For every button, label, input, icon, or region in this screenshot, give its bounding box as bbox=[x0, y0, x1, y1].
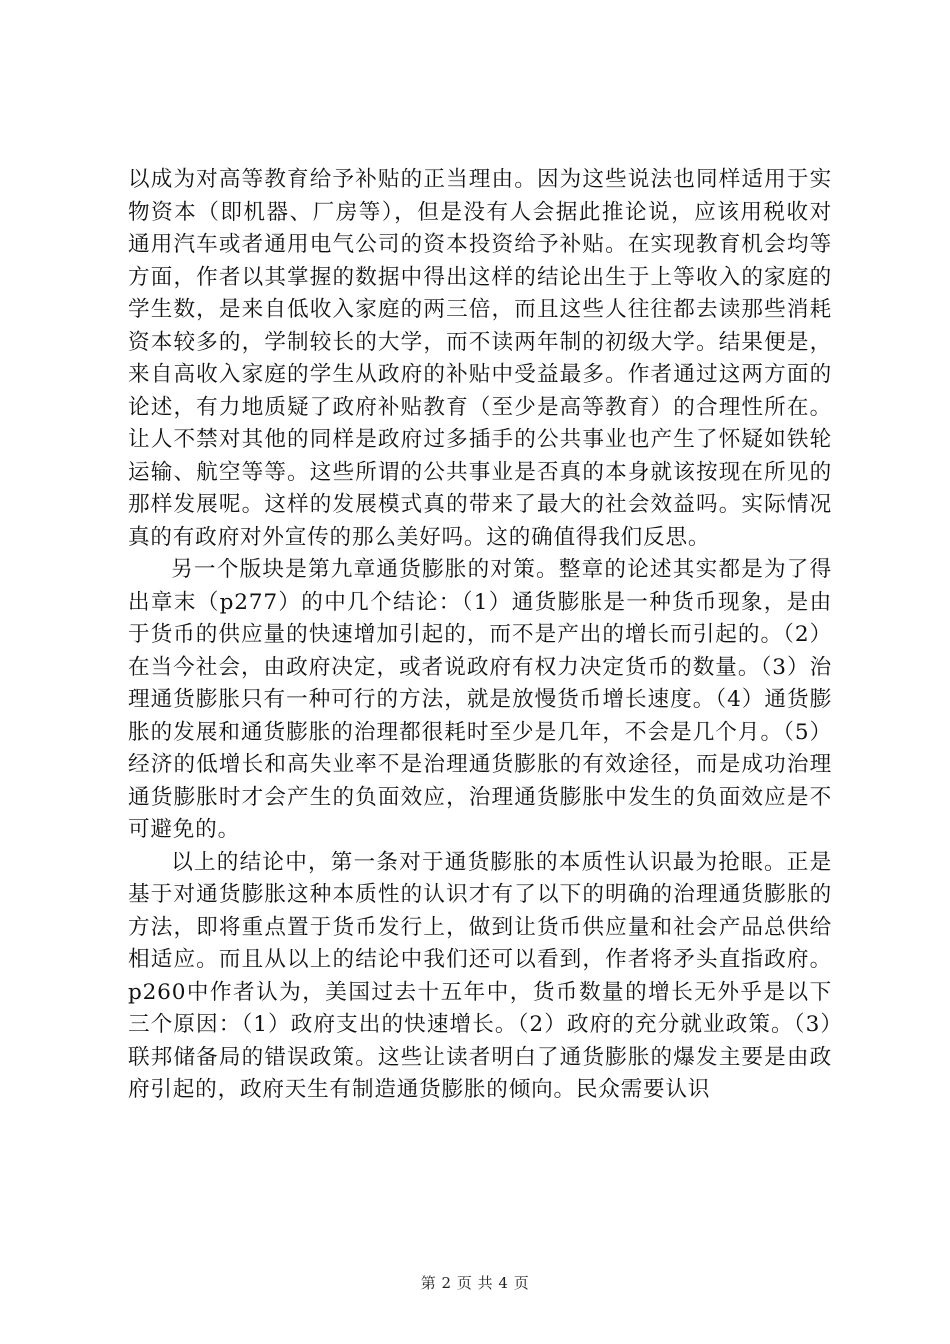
paragraph-1: 以成为对高等教育给予补贴的正当理由。因为这些说法也同样适用于实物资本（即机器、厂房等），但是没有人会据此推论说，应该用税收对通用汽车或者通用电气公司的资本投资给予补贴。在实现教育机会均等方面，作者以其掌握的数据中得出这样的结论出生于上等收入的家庭的学生数，是来自低收入家庭的两三倍，而且这些人往往都去读那些消耗资本较多的，学制较长的大学，而不读两年制的初级大学。结果便是，来自高收入家庭的学生从政府的补贴中受益最多。作者通过这两方面的论述，有力地质疑了政府补贴教育（至少是高等教育）的合理性所在。让人不禁对其他的同样是政府过多插手的公共事业也产生了怀疑如铁轮运输、航空等等。这些所谓的公共事业是否真的本身就该按现在所见的那样发展呢。这样的发展模式真的带来了最大的社会效益吗。实际情况真的有政府对外宣传的那么美好吗。这的确值得我们反思。 bbox=[128, 167, 832, 550]
paragraph-3: 以上的结论中，第一条对于通货膨胀的本质性认识最为抢眼。正是基于对通货膨胀这种本质性的认识才有了以下的明确的治理通货膨胀的方法，即将重点置于货币发行上，做到让货币供应量和社会产品总供给相适应。而且从以上的结论中我们还可以看到，作者将矛头直指政府。p260中作者认为，美国过去十五年中，货币数量的增长无外乎是以下三个原因：（1）政府支出的快速增长。（2）政府的充分就业政策。（3）联邦储备局的错误政策。这些让读者明白了通货膨胀的爆发主要是由政府引起的，政府天生有制造通货膨胀的倾向。民众需要认识 bbox=[128, 849, 832, 1102]
paragraph-2: 另一个版块是第九章通货膨胀的对策。整章的论述其实都是为了得出章末（p277）的中几个结论：（1）通货膨胀是一种货币现象，是由于货币的供应量的快速增加引起的，而不是产出的增长而引起的。（2）在当今社会，由政府决定，或者说政府有权力决定货币的数量。（3）治理通货膨胀只有一种可行的方法，就是放慢货币增长速度。（4）通货膨胀的发展和通货膨胀的治理都很耗时至少是几年，不会是几个月。（5）经济的低增长和高失业率不是治理通货膨胀的有效途径，而是成功治理通货膨胀时才会产生的负面效应，治理通货膨胀中发生的负面效应是不可避免的。 bbox=[128, 557, 832, 842]
document-body bbox=[128, 164, 832, 1107]
page-number-footer: 第 2 页 共 4 页 bbox=[420, 1274, 530, 1292]
